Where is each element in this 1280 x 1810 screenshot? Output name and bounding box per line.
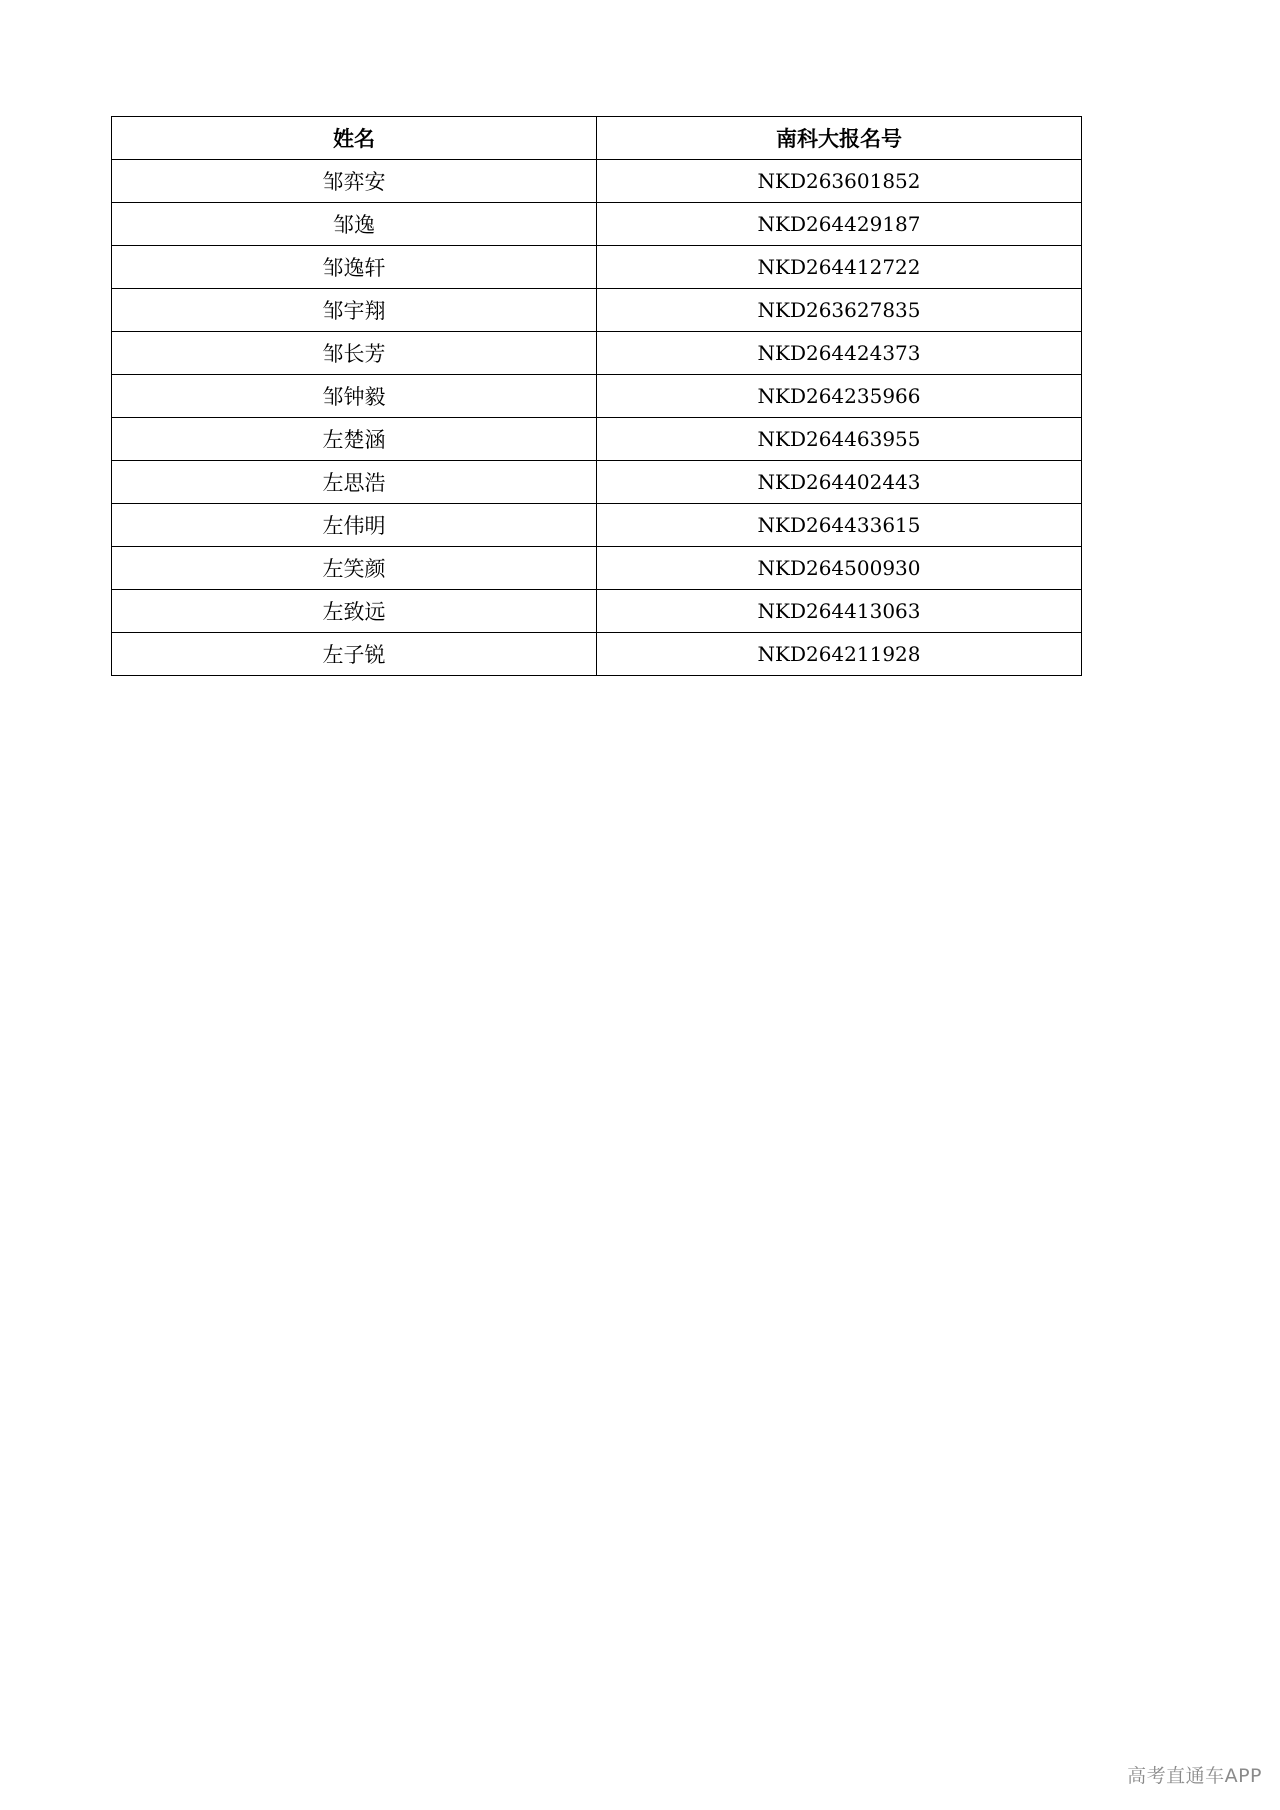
table-row [112,203,1082,246]
registration-number-cell: NKD264211928 [597,633,1082,676]
table-row [112,375,1082,418]
registration-number-cell: NKD264500930 [597,547,1082,590]
table-row [112,160,1082,203]
name-cell: 邹弈安 [112,160,597,203]
registration-number-cell: NKD264413063 [597,590,1082,633]
registration-number-cell: NKD264429187 [597,203,1082,246]
column-header-registration-number: 南科大报名号 [597,117,1082,160]
table-row [112,246,1082,289]
table-header-row [112,117,1082,160]
table-row [112,590,1082,633]
table-row [112,461,1082,504]
name-cell: 邹钟毅 [112,375,597,418]
name-cell: 邹逸 [112,203,597,246]
table-row [112,332,1082,375]
watermark-text: 高考直通车APP [1127,1765,1262,1787]
registration-number-cell: NKD263627835 [597,289,1082,332]
table-row [112,547,1082,590]
name-cell: 邹长芳 [112,332,597,375]
registration-number-cell: NKD264433615 [597,504,1082,547]
name-cell: 邹逸轩 [112,246,597,289]
name-cell: 左思浩 [112,461,597,504]
registration-number-cell: NKD264235966 [597,375,1082,418]
name-cell: 左致远 [112,590,597,633]
registration-number-cell: NKD263601852 [597,160,1082,203]
registration-number-cell: NKD264463955 [597,418,1082,461]
registration-number-cell: NKD264402443 [597,461,1082,504]
table-row [112,418,1082,461]
admission-roster-table [111,116,1082,676]
table-row [112,633,1082,676]
table-row [112,504,1082,547]
registration-number-cell: NKD264424373 [597,332,1082,375]
name-cell: 左伟明 [112,504,597,547]
name-cell: 左子锐 [112,633,597,676]
name-cell: 邹宇翔 [112,289,597,332]
name-cell: 左楚涵 [112,418,597,461]
registration-number-cell: NKD264412722 [597,246,1082,289]
table-row [112,289,1082,332]
name-cell: 左笑颜 [112,547,597,590]
column-header-name: 姓名 [112,117,597,160]
